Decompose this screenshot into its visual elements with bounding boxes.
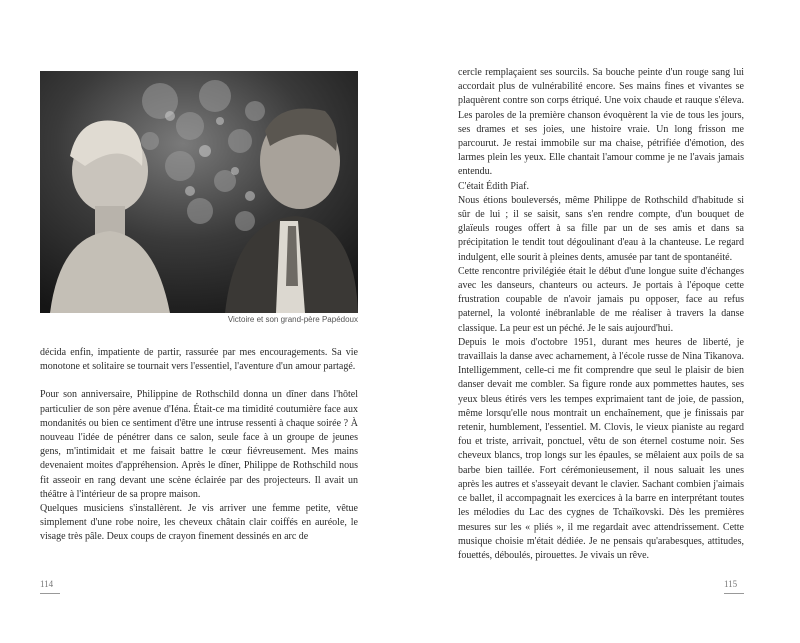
paragraph: Pour son anniversaire, Philippine de Rothschild donna un dîner dans l'hôtel particulier de son père avenue d'Iéna. Était-ce ma timidité coutumière face aux mondanités ou bien ce sentiment d'être une intruse ressenti à chaque soirée ? À nouveau l'idée de pénétrer dans ce salon, seule face à un groupe de jeunes gens, m'intimidait et me faisait battre le cœur fiévreusement. Mes mains devenaient moites d'appréhension. Après le dîner, Philippe de Rothschild nous fit asseoir en rang devant une scène éclairée par des projecteurs. Il avait un théâtre à l'intérieur de sa propre maison. <box>40 389 358 500</box>
photo-illustration <box>40 71 358 313</box>
paragraph: C'était Édith Piaf. <box>458 180 529 192</box>
paragraph: Depuis le mois d'octobre 1951, durant mes heures de liberté, je travaillais la danse avec acharnement, à l'école russe de Nina Tikanova. Intelligemment, celle-ci me fit comprendre que seul le plaisir de bien danser devait me combler. Sa figure ronde aux pommettes hautes, ses yeux bleus étirés vers les tempes exprimaient tant de joie, de passion, même lorsqu'elle nous montrait un enchaînement, que je finissais par retenir, humblement, l'essentiel. M. Clovis, le vieux pianiste au regard fou et triste, arrivait, ponctuel, vêtu de son éternel costume noir. Ses cheveux blancs, trop longs sur les épaules, se mêlaient aux poils de sa barbe bien taillée. Fort cérémonieusement, il nous saluait les unes après les autres et s'asseyait devant le clavier. Sachant combien j'aimais ce ballet, il accompagnait les exercices à la barre en interprétant toutes les mélodies du Lac des cygnes de Tchaïkovski. Dès les premières mesures sur les « pliés », il me regardait avec attendrissement. Cette musique choisie m'était dédiée. Je ne pensais qu'arabesques, attitudes, fouettés, déboulés, pirouettes. Je vivais un rêve. <box>458 336 744 561</box>
paragraph: Cette rencontre privilégiée était le début d'une longue suite d'échanges avec les danseurs, chanteurs ou acteurs. Je portais à l'époque cette frustration coupable de n'avoir jamais pu opposer, face au refus paternel, la volonté inébranlable de me réaliser à travers la danse classique. La peur est un péché. Je le sais aujourd'hui. <box>458 265 744 334</box>
paragraph: décida enfin, impatiente de partir, rassurée par mes encouragements. Sa vie monotone et solitaire se tournait vers l'essentiel, l'aventure d'un amour partagé. <box>40 347 358 373</box>
page-number-right: 115 <box>724 579 738 589</box>
folio-rule <box>724 593 744 594</box>
paragraph: Nous étions bouleversés, même Philippe de Rothschild d'habitude si sûr de lui ; il se saisit, sans s'en rendre compte, d'un bouquet de glaïeuls rouges offert à sa fille par un de ses amis et dans sa précipitation le tendit tout dégoulinant d'eau à la chanteuse. Le regard indulgent, elle sourit à pleines dents, amusée par tant de spontanéité. <box>458 194 744 263</box>
paragraph: cercle remplaçaient ses sourcils. Sa bouche peinte d'un rouge sang lui accordait plus de vulnérabilité encore. Ses mains fines et vivantes se plaquèrent contre son corps étriqué. Une voix chaude et rauque s'éleva. Les paroles de la première chanson évoquèrent la vie de tous les jours, ses drames et ses joies, une histoire vraie. Un long frisson me parcourut. Je restai immobile sur ma chaise, pétrifiée d'émotion, des larmes plein les yeux. Elle chantait l'amour comme je ne l'avais jamais entendu. <box>458 67 744 178</box>
left-page-text <box>40 346 358 545</box>
photograph <box>40 71 358 313</box>
photo-caption: Victoire et son grand-père Papédoux <box>227 315 358 324</box>
folio-rule <box>40 593 60 594</box>
paragraph: Quelques musiciens s'installèrent. Je vis arriver une femme petite, vêtue simplement d'une robe noire, les cheveux châtain clair coiffés en auréole, le visage très pâle. Deux coups de crayon finement dessinés en arc de <box>40 503 358 543</box>
right-page-text <box>458 66 744 563</box>
page-number-left: 114 <box>40 579 54 589</box>
